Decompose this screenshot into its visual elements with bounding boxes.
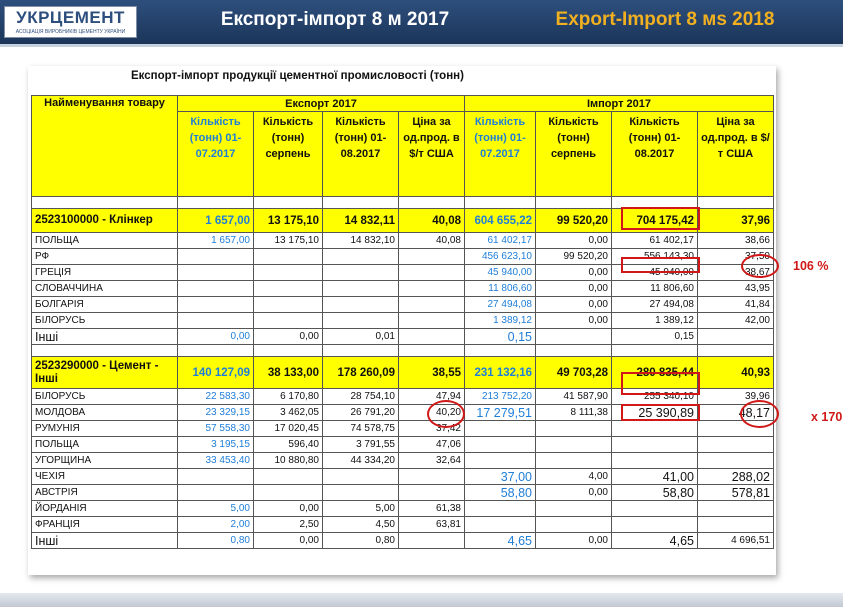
header-stripe bbox=[0, 44, 843, 47]
highlight-box-clinker-import-total bbox=[621, 207, 700, 230]
table-row bbox=[32, 421, 774, 437]
table-cell: 38,67 bbox=[698, 265, 774, 281]
cement-value: 49 703,28 bbox=[536, 357, 612, 389]
clinker-value: 14 832,11 bbox=[323, 209, 399, 233]
table-cell: 41 587,90 bbox=[536, 389, 612, 405]
table-cell: 33 453,40 bbox=[178, 453, 254, 469]
table-cell: 0,00 bbox=[254, 533, 323, 549]
import-header: Імпорт 2017 bbox=[465, 96, 774, 112]
table-cell bbox=[323, 281, 399, 297]
table-caption: Експорт-імпорт продукції цементної промисловості (тонн) bbox=[131, 70, 464, 82]
country-name: РФ bbox=[32, 249, 178, 265]
table-cell: 0,80 bbox=[178, 533, 254, 549]
table-cell bbox=[254, 265, 323, 281]
export-import-table bbox=[31, 95, 774, 549]
highlight-box-belarus-import bbox=[621, 404, 700, 421]
table-cell: 213 752,20 bbox=[465, 389, 536, 405]
country-name: ЙОРДАНІЯ bbox=[32, 501, 178, 517]
table-cell: 0,00 bbox=[254, 329, 323, 345]
cement-value: 178 260,09 bbox=[323, 357, 399, 389]
table-cell bbox=[399, 265, 465, 281]
table-cell: 41,00 bbox=[612, 469, 698, 485]
empty-cell bbox=[399, 345, 465, 357]
empty-cell bbox=[698, 345, 774, 357]
cement-value: 40,93 bbox=[698, 357, 774, 389]
empty-cell bbox=[323, 197, 399, 209]
table-cell: 0,00 bbox=[536, 265, 612, 281]
table-row bbox=[32, 281, 774, 297]
table-cell bbox=[399, 281, 465, 297]
country-name: БОЛГАРІЯ bbox=[32, 297, 178, 313]
country-name: ПОЛЬЩА bbox=[32, 233, 178, 249]
table-cell: 40,20 bbox=[399, 405, 465, 421]
table-cell bbox=[254, 281, 323, 297]
empty-cell bbox=[465, 345, 536, 357]
cement-value: 140 127,09 bbox=[178, 357, 254, 389]
empty-cell bbox=[178, 197, 254, 209]
table-cell: 14 832,10 bbox=[323, 233, 399, 249]
table-cell: 0,00 bbox=[178, 329, 254, 345]
country-name: ЧЕХІЯ bbox=[32, 469, 178, 485]
clinker-value: 99 520,20 bbox=[536, 209, 612, 233]
table-cell bbox=[536, 421, 612, 437]
col-export-qty-jan-aug: Кількість (тонн) 01-08.2017 bbox=[323, 112, 399, 197]
table-cell: 1 389,12 bbox=[612, 313, 698, 329]
table-cell: 48,17 bbox=[698, 405, 774, 421]
col-export-qty-august: Кількість (тонн) серпень bbox=[254, 112, 323, 197]
table-cell bbox=[612, 421, 698, 437]
clinker-value: 40,08 bbox=[399, 209, 465, 233]
table-cell bbox=[323, 313, 399, 329]
table-cell bbox=[399, 485, 465, 501]
highlight-box-cement-import-total bbox=[621, 372, 700, 395]
country-name: ФРАНЦІЯ bbox=[32, 517, 178, 533]
table-cell: 27 494,08 bbox=[465, 297, 536, 313]
table-cell bbox=[698, 517, 774, 533]
table-cell bbox=[399, 297, 465, 313]
annotation-rf-percent: 106 % bbox=[793, 259, 829, 273]
table-cell: 27 494,08 bbox=[612, 297, 698, 313]
table-cell: 0,00 bbox=[254, 501, 323, 517]
empty-cell bbox=[254, 197, 323, 209]
highlight-circle-belarus-export-price bbox=[427, 400, 465, 428]
table-cell: 45 940,00 bbox=[612, 265, 698, 281]
table-cell: 0,01 bbox=[323, 329, 399, 345]
table-body bbox=[32, 96, 774, 549]
table-cell bbox=[698, 329, 774, 345]
table-cell: 17 020,45 bbox=[254, 421, 323, 437]
highlight-box-rf-import bbox=[621, 257, 700, 273]
table-cell: 0,80 bbox=[323, 533, 399, 549]
table-cell bbox=[178, 469, 254, 485]
table-cell: 42,00 bbox=[698, 313, 774, 329]
table-cell: 0,00 bbox=[536, 281, 612, 297]
table-cell: 1 389,12 bbox=[465, 313, 536, 329]
table-cell bbox=[254, 469, 323, 485]
cement-value: 231 132,16 bbox=[465, 357, 536, 389]
table-cell bbox=[254, 313, 323, 329]
country-name: СЛОВАЧЧИНА bbox=[32, 281, 178, 297]
country-name: УГОРЩИНА bbox=[32, 453, 178, 469]
empty-cell bbox=[32, 197, 178, 209]
table-cell: 44 334,20 bbox=[323, 453, 399, 469]
col-import-price: Ціна за од.прод. в $/т США bbox=[698, 112, 774, 197]
table-cell: 47,06 bbox=[399, 437, 465, 453]
table-cell bbox=[698, 453, 774, 469]
table-cell bbox=[536, 453, 612, 469]
table-cell: 255 340,10 bbox=[612, 389, 698, 405]
table-cell: 5,00 bbox=[323, 501, 399, 517]
cement-value: 280 835,44 bbox=[612, 357, 698, 389]
table-cell: 58,80 bbox=[612, 485, 698, 501]
table-cell bbox=[178, 485, 254, 501]
table-cell bbox=[612, 501, 698, 517]
table-cell: 13 175,10 bbox=[254, 233, 323, 249]
table-cell: 45 940,00 bbox=[465, 265, 536, 281]
table-cell: 3 462,05 bbox=[254, 405, 323, 421]
table-cell bbox=[254, 485, 323, 501]
table-cell: 0,00 bbox=[536, 533, 612, 549]
table-cell: 5,00 bbox=[178, 501, 254, 517]
table-cell bbox=[536, 437, 612, 453]
table-cell: 0,15 bbox=[612, 329, 698, 345]
cement-value: 38,55 bbox=[399, 357, 465, 389]
table-cell: 37,00 bbox=[465, 469, 536, 485]
table-cell: 3 195,15 bbox=[178, 437, 254, 453]
table-cell: 25 390,89 bbox=[612, 405, 698, 421]
table-cell bbox=[612, 517, 698, 533]
table-cell: 61 402,17 bbox=[612, 233, 698, 249]
export-header: Експорт 2017 bbox=[178, 96, 465, 112]
slide-header bbox=[0, 0, 843, 44]
table-cell: 4 696,51 bbox=[698, 533, 774, 549]
table-cell: 26 791,20 bbox=[323, 405, 399, 421]
table-cell bbox=[612, 453, 698, 469]
table-row bbox=[32, 233, 774, 249]
table-cell bbox=[254, 249, 323, 265]
table-cell: 8 111,38 bbox=[536, 405, 612, 421]
table-card bbox=[28, 66, 776, 575]
table-cell: 6 170,80 bbox=[254, 389, 323, 405]
footer-bar bbox=[0, 593, 843, 607]
table-cell bbox=[399, 329, 465, 345]
clinker-value: 13 175,10 bbox=[254, 209, 323, 233]
table-row bbox=[32, 517, 774, 533]
name-column-header: Найменування товару bbox=[32, 96, 178, 197]
col-import-qty-august: Кількість (тонн) серпень bbox=[536, 112, 612, 197]
table-cell bbox=[612, 437, 698, 453]
table-row bbox=[32, 313, 774, 329]
table-cell bbox=[323, 469, 399, 485]
table-cell: 47,94 bbox=[399, 389, 465, 405]
annotation-belarus-multiplier: x 170 bbox=[811, 410, 843, 424]
empty-cell bbox=[612, 345, 698, 357]
table-cell: 578,81 bbox=[698, 485, 774, 501]
table-cell: 23 329,15 bbox=[178, 405, 254, 421]
table-cell bbox=[465, 453, 536, 469]
table-cell bbox=[323, 485, 399, 501]
country-name: МОЛДОВА bbox=[32, 405, 178, 421]
table-cell: 43,95 bbox=[698, 281, 774, 297]
col-import-qty-jan-aug: Кількість (тонн) 01-08.2017 bbox=[612, 112, 698, 197]
table-cell bbox=[536, 517, 612, 533]
table-cell: 2,50 bbox=[254, 517, 323, 533]
table-cell bbox=[536, 501, 612, 517]
table-cell bbox=[323, 265, 399, 281]
table-cell: 11 806,60 bbox=[612, 281, 698, 297]
table-row bbox=[32, 297, 774, 313]
empty-cell bbox=[323, 345, 399, 357]
title-english: Export-Import 8 мs 2018 bbox=[555, 9, 775, 30]
title-ukrainian: Експорт-імпорт 8 м 2017 bbox=[220, 9, 450, 30]
clinker-name: 2523100000 - Клінкер bbox=[32, 209, 178, 233]
country-name: РУМУНІЯ bbox=[32, 421, 178, 437]
country-name: ПОЛЬЩА bbox=[32, 437, 178, 453]
empty-cell bbox=[178, 345, 254, 357]
table-cell: 63,81 bbox=[399, 517, 465, 533]
table-row bbox=[32, 501, 774, 517]
logo-text: УКРЦЕМЕНТ bbox=[16, 8, 125, 27]
empty-cell bbox=[536, 197, 612, 209]
table-cell bbox=[399, 249, 465, 265]
table-cell bbox=[698, 437, 774, 453]
table-cell bbox=[399, 533, 465, 549]
table-cell: 556 143,30 bbox=[612, 249, 698, 265]
clinker-value: 604 655,22 bbox=[465, 209, 536, 233]
country-name: Інші bbox=[32, 533, 178, 549]
table-cell bbox=[178, 249, 254, 265]
table-cell: 57 558,30 bbox=[178, 421, 254, 437]
table-cell bbox=[323, 297, 399, 313]
table-cell: 596,40 bbox=[254, 437, 323, 453]
table-cell bbox=[178, 297, 254, 313]
cement-value: 38 133,00 bbox=[254, 357, 323, 389]
table-cell: 11 806,60 bbox=[465, 281, 536, 297]
country-name: БІЛОРУСЬ bbox=[32, 389, 178, 405]
table-cell: 1 657,00 bbox=[178, 233, 254, 249]
table-cell: 37,50 bbox=[698, 249, 774, 265]
empty-cell bbox=[32, 345, 178, 357]
table-cell: 0,00 bbox=[536, 297, 612, 313]
table-cell: 22 583,30 bbox=[178, 389, 254, 405]
table-cell: 99 520,20 bbox=[536, 249, 612, 265]
table-cell: 41,84 bbox=[698, 297, 774, 313]
empty-cell bbox=[698, 197, 774, 209]
col-import-qty-jan-jul: Кількість (тонн) 01-07.2017 bbox=[465, 112, 536, 197]
table-cell bbox=[178, 313, 254, 329]
empty-cell bbox=[399, 197, 465, 209]
table-cell: 0,00 bbox=[536, 233, 612, 249]
table-cell: 2,00 bbox=[178, 517, 254, 533]
table-cell: 39,96 bbox=[698, 389, 774, 405]
table-cell: 61,38 bbox=[399, 501, 465, 517]
table-cell: 4,65 bbox=[612, 533, 698, 549]
table-cell: 74 578,75 bbox=[323, 421, 399, 437]
country-name: АВСТРІЯ bbox=[32, 485, 178, 501]
table-cell: 4,50 bbox=[323, 517, 399, 533]
table-cell bbox=[536, 329, 612, 345]
logo-subtitle: АСОЦІАЦІЯ ВИРОБНИКІВ ЦЕМЕНТУ УКРАЇНИ bbox=[15, 29, 126, 35]
table-cell bbox=[465, 517, 536, 533]
table-cell: 58,80 bbox=[465, 485, 536, 501]
empty-cell bbox=[465, 197, 536, 209]
table-row bbox=[32, 485, 774, 501]
col-export-qty-jan-jul: Кількість (тонн) 01-07.2017 bbox=[178, 112, 254, 197]
clinker-value: 37,96 bbox=[698, 209, 774, 233]
clinker-value: 704 175,42 bbox=[612, 209, 698, 233]
table-row bbox=[32, 437, 774, 453]
highlight-circle-belarus-import-price bbox=[740, 400, 779, 428]
empty-cell bbox=[254, 345, 323, 357]
table-cell bbox=[465, 501, 536, 517]
empty-cell bbox=[536, 345, 612, 357]
table-cell: 0,15 bbox=[465, 329, 536, 345]
table-cell bbox=[178, 265, 254, 281]
table-cell: 456 623,10 bbox=[465, 249, 536, 265]
table-cell bbox=[399, 469, 465, 485]
header-row-groups bbox=[32, 96, 774, 112]
table-cell: 0,00 bbox=[536, 313, 612, 329]
table-cell: 4,65 bbox=[465, 533, 536, 549]
table-cell: 4,00 bbox=[536, 469, 612, 485]
table-cell: 38,66 bbox=[698, 233, 774, 249]
table-cell: 37,42 bbox=[399, 421, 465, 437]
country-name: Інші bbox=[32, 329, 178, 345]
table-cell: 17 279,51 bbox=[465, 405, 536, 421]
table-cell bbox=[323, 249, 399, 265]
country-name: ГРЕЦІЯ bbox=[32, 265, 178, 281]
table-cell: 61 402,17 bbox=[465, 233, 536, 249]
table-row bbox=[32, 533, 774, 549]
cement-name: 2523290000 - Цемент - Інші bbox=[32, 357, 178, 389]
table-cell bbox=[399, 313, 465, 329]
table-cell: 0,00 bbox=[536, 485, 612, 501]
logo bbox=[4, 6, 137, 38]
table-cell: 28 754,10 bbox=[323, 389, 399, 405]
table-row bbox=[32, 469, 774, 485]
table-cell bbox=[465, 421, 536, 437]
clinker-value: 1 657,00 bbox=[178, 209, 254, 233]
table-cell: 10 880,80 bbox=[254, 453, 323, 469]
table-cell: 40,08 bbox=[399, 233, 465, 249]
table-cell bbox=[254, 297, 323, 313]
table-cell bbox=[698, 501, 774, 517]
table-cell: 288,02 bbox=[698, 469, 774, 485]
table-cell: 32,64 bbox=[399, 453, 465, 469]
col-export-price: Ціна за од.прод. в $/т США bbox=[399, 112, 465, 197]
spacer-row bbox=[32, 345, 774, 357]
table-cell bbox=[178, 281, 254, 297]
table-row bbox=[32, 453, 774, 469]
highlight-circle-rf-price bbox=[741, 254, 779, 278]
table-row bbox=[32, 329, 774, 345]
table-cell: 3 791,55 bbox=[323, 437, 399, 453]
country-name: БІЛОРУСЬ bbox=[32, 313, 178, 329]
table-cell bbox=[465, 437, 536, 453]
